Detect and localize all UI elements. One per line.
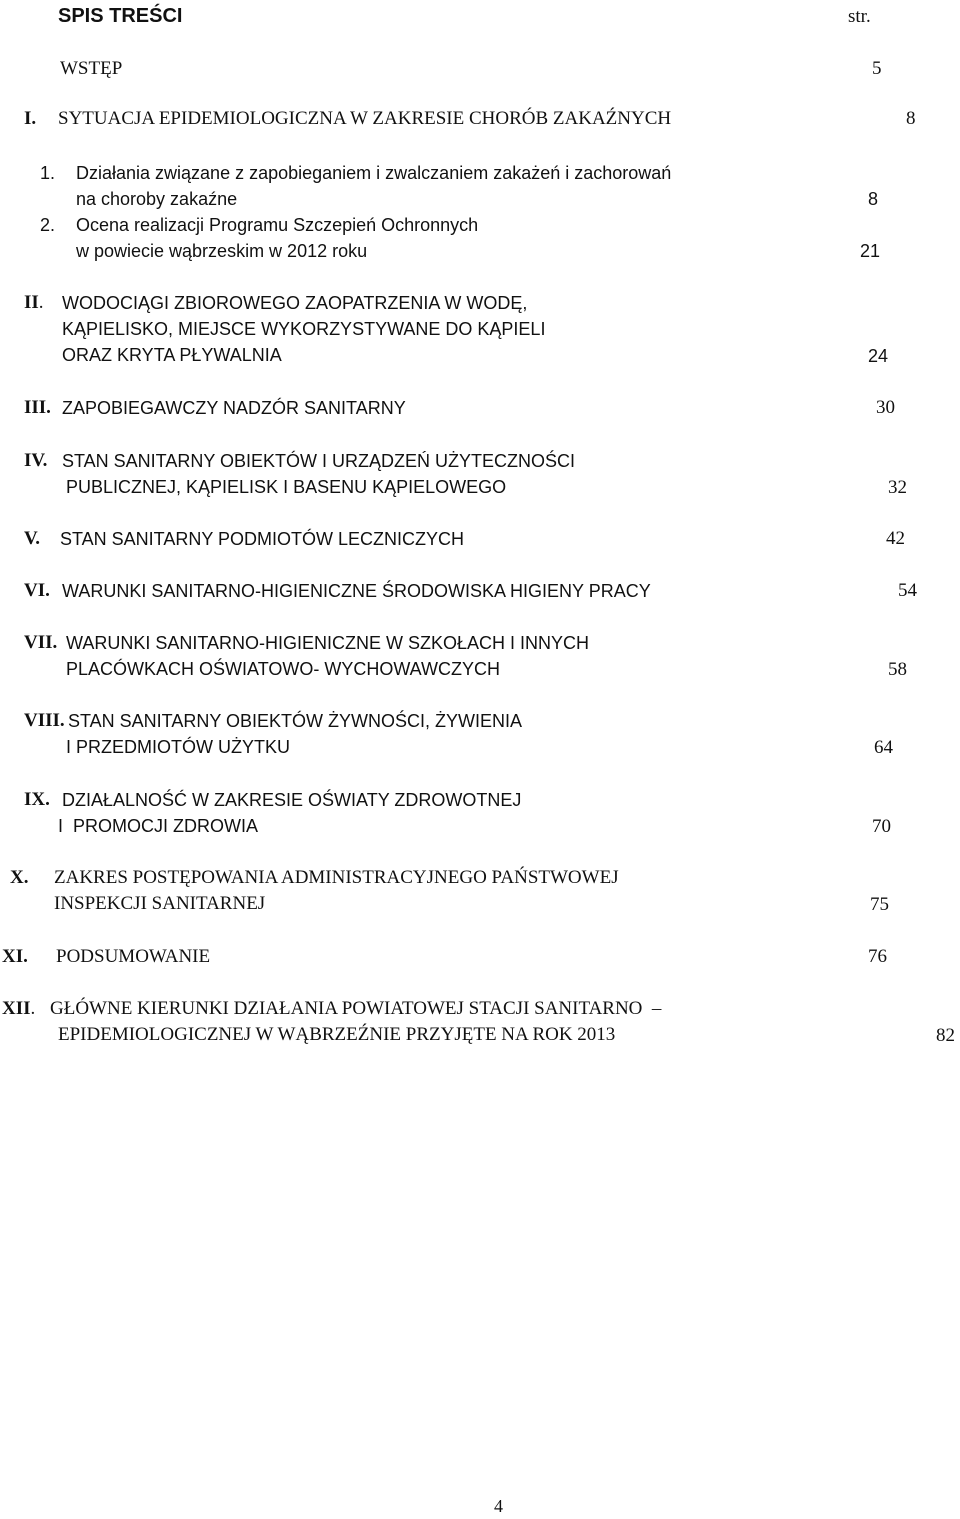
page-column-label: str. [848,6,871,27]
toc-page-1: 8 [906,108,916,129]
toc-page-6: 54 [898,580,917,601]
toc-numeral-11: XI. [2,946,28,967]
toc-entry-9-line1[interactable]: DZIAŁALNOŚĆ W ZAKRESIE OŚWIATY ZDROWOTNEJ [62,790,522,810]
toc-entry-2-line3[interactable]: ORAZ KRYTA PŁYWALNIA [62,345,282,365]
toc-numeral-6: VI. [24,580,50,601]
toc-page-2: 24 [868,346,889,366]
toc-sub-entry-1-line2[interactable]: na choroby zakaźne [76,189,238,209]
toc-entry-12-line2[interactable]: EPIDEMIOLOGICZNEJ W WĄBRZEŹNIE PRZYJĘTE NA ROK 2013 [58,1024,616,1045]
toc-sub-numeral-2: 2. [40,215,56,235]
toc-numeral-4: IV. [24,450,48,471]
toc-entry-7-line2[interactable]: PLACÓWKACH OŚWIATOWO- WYCHOWAWCZYCH [66,659,500,679]
toc-entry-6[interactable]: WARUNKI SANITARNO-HIGIENICZNE ŚRODOWISKA HIGIENY PRACY [62,581,651,601]
toc-page-3: 30 [876,397,895,418]
footer-page-number: 4 [494,1496,503,1516]
toc-page-10: 75 [870,894,889,915]
toc-entry-4-line1[interactable]: STAN SANITARNY OBIEKTÓW I URZĄDZEŃ UŻYTECZNOŚCI [62,451,576,471]
toc-page-8: 64 [874,737,893,758]
toc-sub-page-1: 8 [868,189,879,209]
toc-entry-8-line1[interactable]: STAN SANITARNY OBIEKTÓW ŻYWNOŚCI, ŻYWIENIA [68,711,523,731]
toc-page-intro: 5 [872,58,882,79]
toc-numeral-12-dot: . [30,998,36,1019]
toc-numeral-2 [24,292,44,314]
toc-entry-3[interactable]: ZAPOBIEGAWCZY NADZÓR SANITARNY [62,398,406,418]
toc-entry-1[interactable]: SYTUACJA EPIDEMIOLOGICZNA W ZAKRESIE CHORÓB ZAKAŹNYCH [58,108,672,129]
toc-numeral-12 [2,998,35,1020]
toc-entry-11[interactable]: PODSUMOWANIE [56,946,211,967]
toc-numeral-5: V. [24,528,41,549]
toc-entry-9-line2[interactable]: I PROMOCJI ZDROWIA [58,816,258,836]
toc-entry-12-line1[interactable]: GŁÓWNE KIERUNKI DZIAŁANIA POWIATOWEJ STACJI SANITARNO – [50,998,662,1019]
toc-entry-2-line1[interactable]: WODOCIĄGI ZBIOROWEGO ZAOPATRZENIA W WODĘ, [62,293,528,313]
toc-numeral-8: VIII. [24,710,65,731]
toc-entry-7-line1[interactable]: WARUNKI SANITARNO-HIGIENICZNE W SZKOŁACH I INNYCH [66,633,590,653]
toc-sub-page-2: 21 [860,241,881,261]
toc-page-5: 42 [886,528,905,549]
toc-numeral-10: X. [10,867,29,888]
toc-numeral-1: I. [24,108,37,129]
toc-numeral-2-text: II [24,292,39,313]
toc-page-12: 82 [936,1025,955,1046]
toc-entry-10-line1[interactable]: ZAKRES POSTĘPOWANIA ADMINISTRACYJNEGO PAŃSTWOWEJ [54,867,619,888]
toc-sub-entry-1-line1[interactable]: Działania związane z zapobieganiem i zwalczaniem zakażeń i zachorowań [76,163,672,183]
toc-entry-4-line2[interactable]: PUBLICZNEJ, KĄPIELISK I BASENU KĄPIELOWEGO [66,477,507,497]
toc-entry-intro[interactable]: WSTĘP [60,58,123,79]
toc-entry-2-line2[interactable]: KĄPIELISKO, MIEJSCE WYKORZYSTYWANE DO KĄPIELI [62,319,546,339]
toc-title: SPIS TREŚCI [58,5,183,27]
toc-entry-5[interactable]: STAN SANITARNY PODMIOTÓW LECZNICZYCH [60,529,465,549]
toc-page-9: 70 [872,816,891,837]
toc-numeral-12-text: XII [2,998,31,1019]
toc-page-11: 76 [868,946,887,967]
toc-numeral-9: IX. [24,789,50,810]
toc-entry-8-line2[interactable]: I PRZEDMIOTÓW UŻYTKU [66,737,290,757]
toc-sub-entry-2-line2[interactable]: w powiecie wąbrzeskim w 2012 roku [76,241,368,261]
toc-numeral-7: VII. [24,632,58,653]
toc-sub-entry-2-line1[interactable]: Ocena realizacji Programu Szczepień Ochronnych [76,215,479,235]
toc-numeral-3: III. [24,397,51,418]
toc-page-4: 32 [888,477,907,498]
toc-numeral-2-dot: . [38,292,44,313]
toc-page-7: 58 [888,659,907,680]
toc-sub-numeral-1: 1. [40,163,56,183]
toc-entry-10-line2[interactable]: INSPEKCJI SANITARNEJ [54,893,266,914]
